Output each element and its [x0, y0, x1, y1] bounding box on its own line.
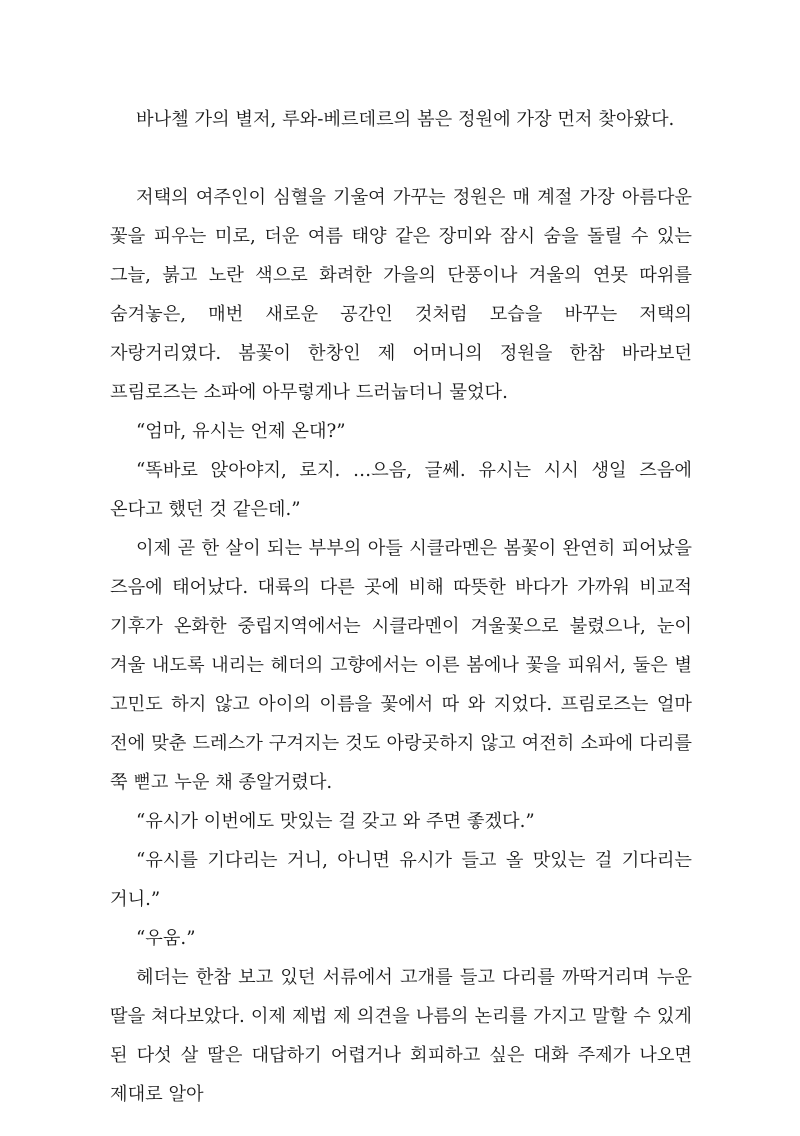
paragraph-gap — [110, 139, 692, 178]
paragraph-opening: 바나첼 가의 별저, 루와-베르데르의 봄은 정원에 가장 먼저 찾아왔다. — [136, 109, 675, 130]
dialogue-line: “유시를 기다리는 거니, 아니면 유시가 들고 올 맛있는 걸 기다리는 거니.” — [110, 850, 692, 910]
paragraph-garden: 저택의 여주인이 심혈을 기울여 가꾸는 정원은 매 계절 가장 아름다운 꽃을 피우는 미로, 더운 여름 태양 같은 장미와 잠시 숨을 돌릴 수 있는 그늘, 붉고 노란 색으로 화려한 가을의 단풍이나 겨울의 연못 따위를 숨겨놓은, 매번 새로운 공간인 것처럼 모습을 바꾸는 저택의 자랑거리였다. 봄꽃이 한창인 제 어머니의 정원을 한참 바라보던 프림로즈는 소파에 아무렇게나 드러눕더니 물었다. — [110, 187, 692, 403]
dialogue-line: “똑바로 앉아야지, 로지. …으음, 글쎄. 유시는 시시 생일 즈음에 온다고 했던 것 같은데.” — [110, 460, 692, 520]
dialogue-line: “엄마, 유시는 언제 온대?” — [136, 421, 346, 442]
dialogue-line: “유시가 이번에도 맛있는 걸 갖고 와 주면 좋겠다.” — [136, 811, 535, 832]
dialogue-line: “우움.” — [136, 928, 196, 949]
paragraph-cyclamen: 이제 곧 한 살이 되는 부부의 아들 시클라멘은 봄꽃이 완연히 피어났을 즈음에 태어났다. 대륙의 다른 곳에 비해 따뜻한 바다가 가까워 비교적 기후가 온화한 중립지역에서는 시클라멘이 겨울꽃으로 불렸으나, 눈이 겨울 내도록 내리는 헤더의 고향에서는 이른 봄에나 꽃을 피워서, 둘은 별 고민도 하지 않고 아이의 이름을 꽃에서 따 와 지었다. 프림로즈는 얼마 전에 맞춘 드레스가 구겨지는 것도 아랑곳하지 않고 여전히 소파에 다리를 쭉 뻗고 누운 채 종알거렸다. — [110, 538, 692, 793]
paragraph-heather: 헤더는 한참 보고 있던 서류에서 고개를 들고 다리를 까딱거리며 누운 딸을 쳐다보았다. 이제 제법 제 의견을 나름의 논리를 가지고 말할 수 있게 된 다섯 살 딸은 대답하기 어렵거나 회피하고 싶은 대화 주제가 나오면 제대로 알아 — [110, 967, 692, 1105]
document-page — [110, 100, 692, 1114]
